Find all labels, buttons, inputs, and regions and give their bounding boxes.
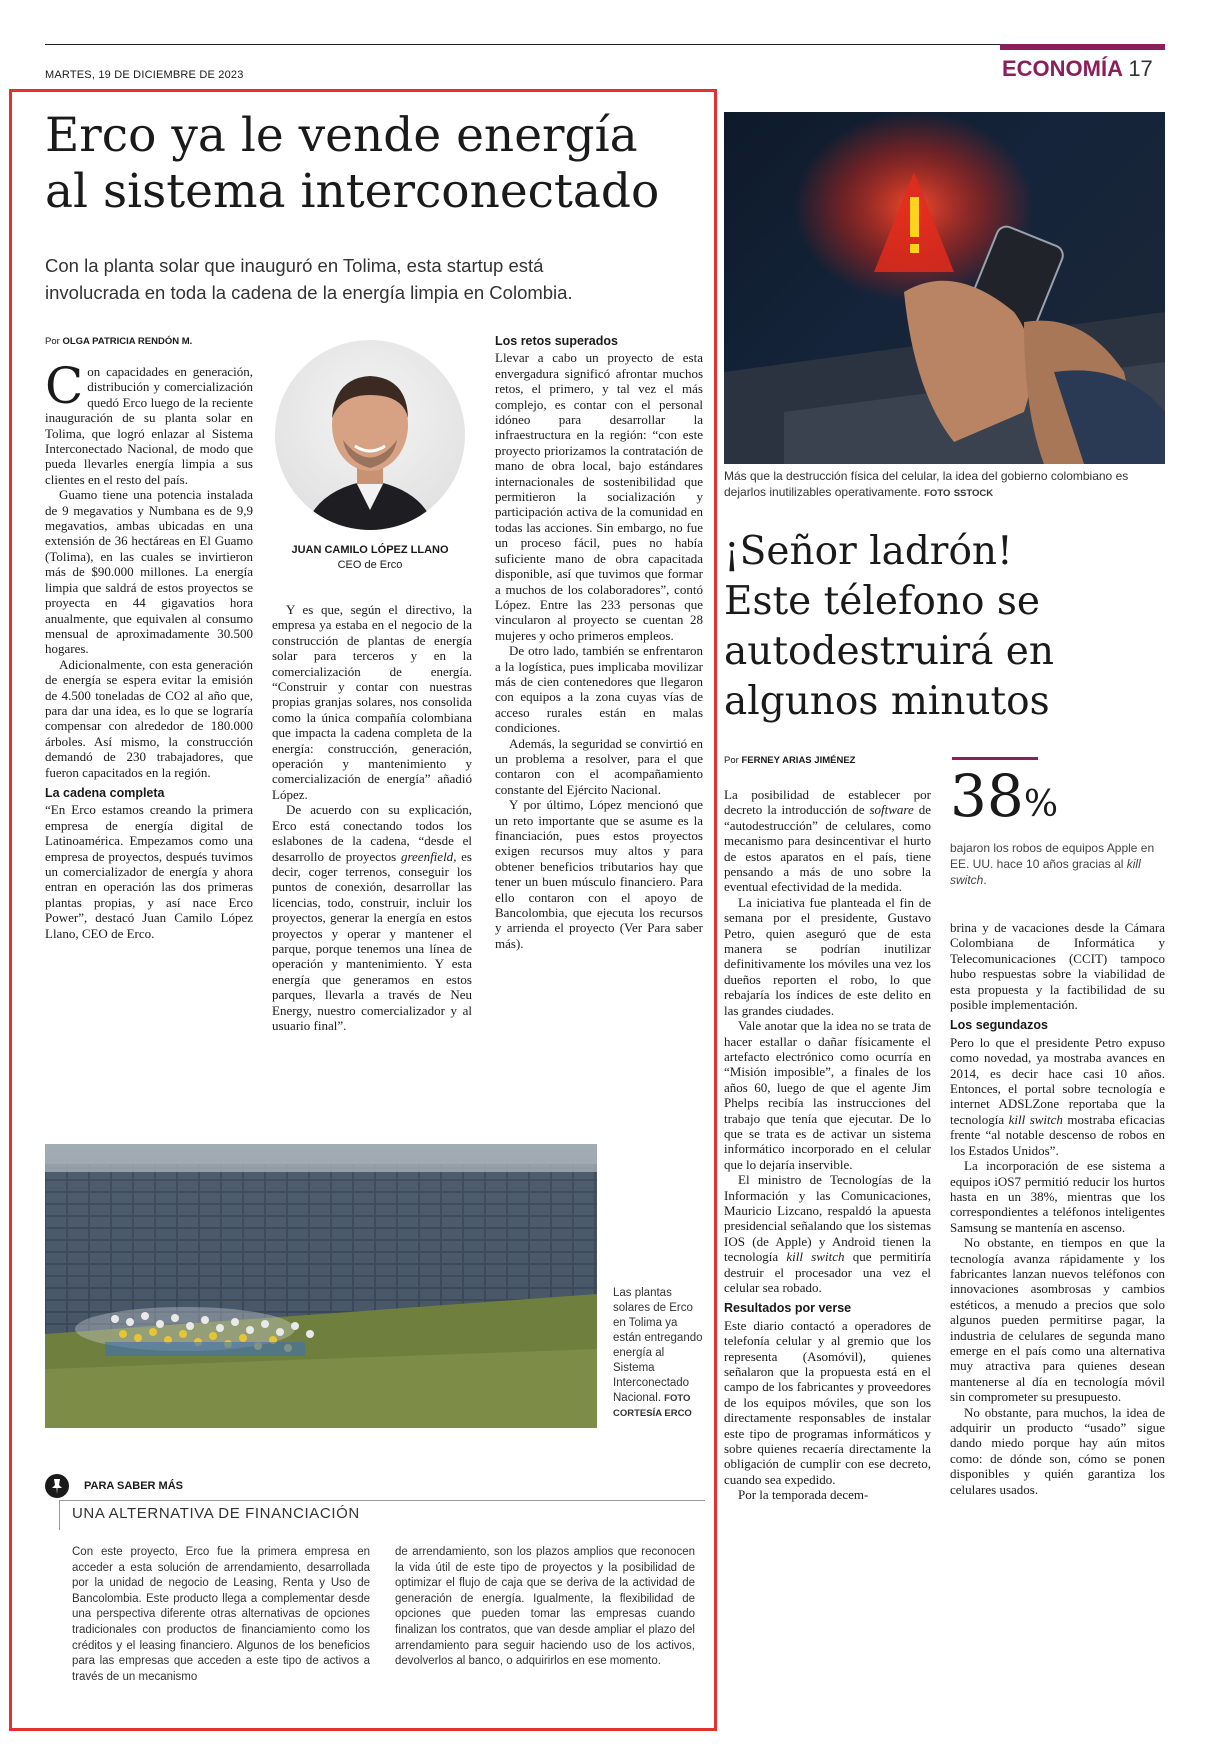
article1-column-1 (45, 357, 253, 941)
article1-paragraph: “En Erco estamos creando la primera empresa de energía digital de Latinoamérica. Empezamos como una empresa de proyectos, después tuvimos un comercializador de energía y ahora entran en operación las dos primeras plantas propias, y así nace Erco Power”, destacó Juan Camilo López Llano, CEO de Erco. (45, 802, 253, 941)
article1-byline (45, 336, 192, 347)
article1-paragraph: Y por último, López mencionó que un reto importante que se asume es la financiación, pues estos proyectos exigen recursos muy altos y para obtener beneficios tributarios hay que tener un buen músculo financiero. Para ello contaron con el apoyo de Bancolombia, que ejecuta los recursos y arrienda el proyecto (Ver Para saber más). (495, 797, 703, 951)
byline-author: FERNEY ARIAS JIMÉNEZ (741, 755, 856, 766)
portrait-name: JUAN CAMILO LÓPEZ LLANO (291, 544, 449, 556)
article2-column-1 (724, 787, 931, 1503)
article2-paragraph: Vale anotar que la idea no se trata de hacer estallar o dañar físicamente el artefacto electrónico como ocurría en “Misión imposible”, a finales de los años 60, luego de que el agente Jim Phelps recibía las instrucciones del trabajo que tenía que ejecutar. De lo que se trata es de activar un sistema informático incorporado en el celular que lo dejaría inservible. (724, 1018, 931, 1172)
article1-paragraph: Adicionalmente, con esta generación de energía se espera evitar la emisión de 4.500 toneladas de CO2 al año que, para dar una idea, es lo que se lograría compensar con alrededor de 180.000 árboles. Así mismo, la construcción demandó de 230 trabajadores, que fueron capacitados en la región. (45, 656, 253, 780)
section-label (1002, 56, 1153, 82)
sidebar-column-1: Con este proyecto, Erco fue la primera empresa en acceder a esta solución de arrendamiento, desarrollada por la unidad de negocio de Leasing, Renta y Uso de Bancolombia. Este producto llega a complementar desde una perspectiva diferente otras alternativas de opciones tradicionales con productos de financiamiento como los créditos y el leasing financiero. Algunos de los beneficios para las empresas que acceden a este tipo de activos a través de un mecanismo (72, 1546, 370, 1683)
solar-plant-photo (45, 1144, 597, 1428)
byline-prefix: Por (45, 336, 60, 347)
article2-paragraph: Por la temporada decem- (738, 1487, 869, 1503)
article2-headline-line1: ¡Señor ladrón! (724, 529, 1013, 574)
article1-headline (45, 108, 705, 220)
article2-headline-line3: autodestruirá en (724, 629, 1054, 674)
article1-paragraph: on capacidades en generación, distribución y comercialización quedó Erco luego de la reciente inauguración de su planta solar en Tolima, que logró enlazar al Sistema Interconectado Nacional, de modo que pueda llevarles energía limpia a sus clientes en el resto del país. (45, 364, 253, 487)
header-rule (45, 44, 1165, 45)
article2-column-2 (950, 920, 1165, 1497)
stat-description: bajaron los robos de equipos Apple en EE. UU. hace 10 años gracias al kill switch. (950, 841, 1155, 887)
article2-paragraph: La incorporación de ese sistema a equipos iOS7 permitió reducir los hurtos hasta en un 38%, mientras que los correspondientes a teléfonos inteligentes Samsung se mantenía en ascenso. (950, 1158, 1165, 1235)
article2-paragraph: La posibilidad de establecer por decreto la introducción de software de “autodestrucción” de celulares, como mecanismo para desincentivar el hurto de estos aparatos en el país, tiene pensando a más de uno sobre la eventual efectividad de la medida. (724, 787, 931, 895)
article2-headline (724, 527, 1169, 727)
pin-icon (45, 1474, 69, 1498)
solar-photo-caption: Las plantas solares de Erco en Tolima ya están entregando energía al Sistema Interconectado Nacional. FOTO CORTESÍA ERCO (613, 1287, 703, 1419)
sidebar-column-2: de arrendamiento, son los plazos amplios que reconocen la vida útil de este tipo de proyectos y la posibilidad de optimizar el flujo de caja que se deriva de la actividad de generación de energía. Igualmente, la flexibilidad de opciones que pueden tomar las empresas cuando finalizan los contratos, que van desde ampliar el plazo del arrendamiento para seguir haciendo uso de los activos, devolverlos al banco, o adquirirlos en ese momento. (395, 1546, 695, 1668)
portrait-photo (275, 340, 465, 530)
article1-column-3 (495, 334, 703, 951)
article1-paragraph: De otro lado, también se enfrentaron a la logística, pues implicaba movilizar más de cien contenedores que llegaron con equipos a la zona cuyas vías de acceso rurales están en malas condiciones. (495, 643, 703, 736)
article1-headline-line2: al sistema interconectado (45, 164, 660, 219)
article1-column-2 (272, 602, 472, 1033)
sidebar-kicker: PARA SABER MÁS (84, 1480, 184, 1492)
dropcap: C (45, 357, 84, 415)
stat-accent-rule (952, 757, 1038, 760)
phone-photo-caption: Más que la destrucción física del celular, la idea del gobierno colombiano es dejarlos inutilizables operativamente. FOTO SSTOCK (724, 469, 1129, 499)
byline-author: OLGA PATRICIA RENDÓN M. (62, 336, 193, 347)
subhead-cadena: La cadena completa (45, 785, 165, 800)
article1-deck-line1: Con la planta solar que inauguró en Tolima, esta startup está (45, 255, 544, 276)
section-accent-bar (1000, 44, 1165, 50)
byline-prefix: Por (724, 755, 739, 766)
photo-credit-label: FOTO (664, 1393, 691, 1404)
article2-byline (724, 755, 855, 766)
sidebar-title: UNA ALTERNATIVA DE FINANCIACIÓN (72, 1505, 360, 1522)
article1-paragraph: Además, la seguridad se convirtió en un problema a resolver, para el que contaron con el acompañamiento constante del Ejército Nacional. (495, 735, 703, 797)
page-number: 17 (1128, 56, 1153, 81)
article2-paragraph: Pero lo que el presidente Petro expuso como novedad, ya mostraba avances en 2014, es decir hace casi 10 años. Entonces, el portal sobre tecnología e internet ADSLZone reportaba que la tecnología kill switch mostraba eficacias frente “al notable descenso de robos en los Estados Unidos”. (950, 1034, 1165, 1158)
sidebar-title-rule (59, 1500, 705, 1501)
article2-paragraph: El ministro de Tecnologías de la Información y las Comunicaciones, Mauricio Lizcano, respaldó la apuesta presidencial señalando que los sistemas IOS (de Apple) y Android tienen la tecnología kill switch que permitiría destruir el procesador una vez el celular sea robado. (724, 1172, 931, 1295)
article1-deck (45, 252, 705, 306)
article1-paragraph: Guamo tiene una potencia instalada de 9 megavatios y Numbana es de 9,9 megavatios, ambas ubicadas en una extensión de 36 hectáreas en El Guamo (Tolima), en las cuales se invirtieron más de $90.000 millones. La energía limpia que saldrá de estos proyectos se proyecta en 44 gigavatios hora anualmente, que equivalen al consumo mensual de aproximadamente 30.500 hogares. (45, 487, 253, 657)
article1-deck-line2: involucrada en toda la cadena de la energía limpia en Colombia. (45, 282, 573, 303)
issue-date: MARTES, 19 DE DICIEMBRE DE 2023 (45, 69, 244, 81)
article2-paragraph: brina y de vacaciones desde la Cámara Colombiana de Informática y Telecomunicaciones (CCIT) tampoco hubo respuestas sobre la viabilidad de esta propuesta y la factibilidad de su posible implementación. (950, 920, 1165, 1013)
phone-photo (724, 112, 1165, 464)
article1-paragraph: Llevar a cabo un proyecto de esta envergadura significó afrontar muchos retos, el primero, y tal vez el más complejo, es contar con el personal idóneo para desarrollar la infraestructura en la región: “con este proyecto priorizamos la contratación de mano de obra local, bajo estándares internacionales de sostenibilidad que permitieron la socialización y participación activa de la comunidad en todas las acciones. Sin embargo, no fue un proceso fácil, pues no había suficiente mano de obra capacitada disponible, así que tuvimos que formar a muchos de los colaboradores”, contó López. Entre las 233 personas que vincularon al proyecto se cuentan 28 mujeres y ocho primeros empleos. (495, 350, 703, 643)
subhead-retos: Los retos superados (495, 334, 618, 348)
photo-credit: CORTESÍA ERCO (613, 1408, 692, 1419)
article2-paragraph: Este diario contactó a operadores de telefonía celular y al gremio que los representa (Asomóvil), quienes señalaron que la propuesta está en el campo de los fabricantes y proveedores de los equipos móviles, que son los directamente responsables de instalar este tipo de programas informáticos y sobre quienes recaería directamente la obligación de cumplir con ese decreto, cuando sea expedido. (724, 1317, 931, 1487)
article1-paragraph: Y es que, según el directivo, la empresa ya estaba en el negocio de la construcción de plantas de energía solar para terceros y en la comercialización de energía. “Construir y contar con nuestras propias granjas solares, nos consolida como la única compañía colombiana que impacta la cadena completa de la energía: construcción, generación, operación y mantenimiento y comercialización de energía” añadió López. (272, 602, 472, 802)
subhead-resultados: Resultados por verse (724, 1301, 852, 1316)
article2-paragraph: No obstante, en tiempos en que la tecnología avanza rápidamente y los fabricantes lanzan nuevos teléfonos con innovaciones asombrosas y cambios estéticos, a menudo a precios que solo algunos pueden permitirse pagar, la industria de celulares de segunda mano emerge en el país como una alternativa muy atractiva para quienes desean mantenerse al día en tecnología móvil sin comprometer su presupuesto. (950, 1235, 1165, 1405)
article1-paragraph: De acuerdo con su explicación, Erco está conectando todos los eslabones de la cadena, “desde el desarrollo de proyectos greenfield, es decir, coger terrenos, conseguir los puntos de conexión, desarrollar las licencias, todo, construir, incluir los proyectos, generar la energía en estos proyectos y operar y mantener el parque, porque tenemos una línea de operación y mantenimiento. Y esta energía que generamos en estos parques, llevarla a través de Neu Energy, nuestro comercializador y al usuario final”. (272, 802, 472, 1033)
article2-paragraph: No obstante, para muchos, la idea de adquirir un producto “usado” sigue dando miedo porque hay aún mitos como: de dónde son, cómo se ponen disponibles y quién garantiza los celulares usados. (950, 1404, 1165, 1497)
article1-headline-line1: Erco ya le vende energía (45, 108, 638, 163)
portrait-role: CEO de Erco (337, 559, 403, 571)
stat-unit: % (1023, 784, 1059, 825)
sidebar-left-rule (59, 1500, 60, 1530)
subhead-segundazos: Los segundazos (950, 1018, 1048, 1033)
article2-headline-line4: algunos minutos (724, 679, 1050, 724)
stat-value: 38% (950, 762, 1059, 830)
photo-credit-label: FOTO (924, 488, 951, 499)
photo-credit: SSTOCK (953, 488, 994, 499)
article2-headline-line2: Este télefono se (724, 579, 1040, 624)
section-name: ECONOMÍA (1002, 56, 1123, 81)
article2-paragraph: La iniciativa fue planteada el fin de semana por el presidente, Gustavo Petro, quien aseguró que de esta manera se podrían inutilizar definitivamente los móviles una vez los dueños reporten el robo, lo que rebajaría los índices de este delito en las grandes ciudades. (724, 894, 931, 1018)
